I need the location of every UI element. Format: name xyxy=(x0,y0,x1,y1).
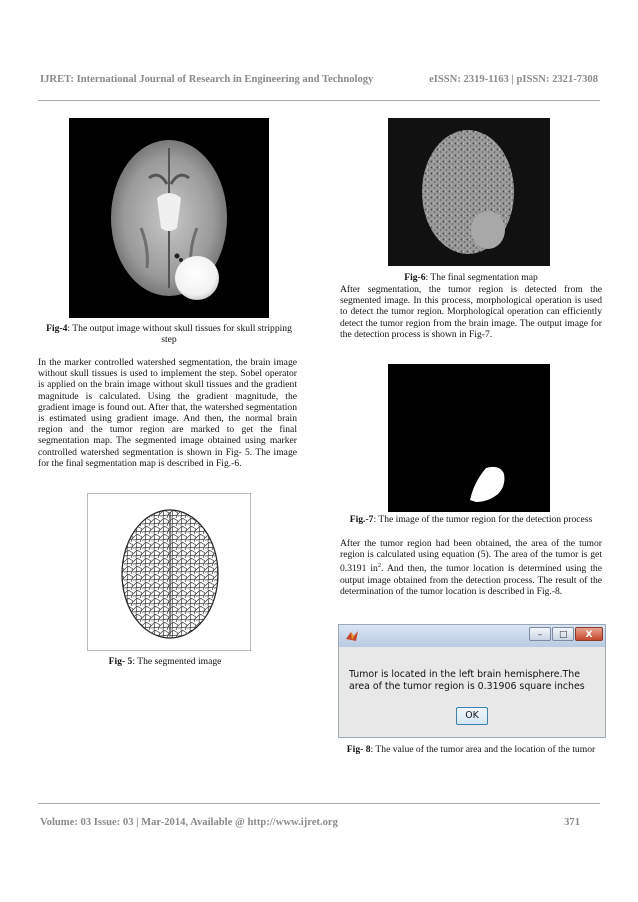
fig4-label: Fig-4 xyxy=(46,323,68,334)
fig5-image xyxy=(87,493,251,651)
fig7-image xyxy=(388,364,550,512)
right-paragraph-2-pre: After the tumor region had been obtained, the area of the tumor region is calculated using equation (5). The area of the tumor is get 0.3191 in xyxy=(340,538,602,575)
maximize-button[interactable]: □ xyxy=(552,627,574,641)
issn: eISSN: 2319-1163 | pISSN: 2321-7308 xyxy=(429,74,598,85)
matlab-icon xyxy=(345,629,359,643)
volume-info: Volume: 03 Issue: 03 | Mar-2014, Available @ http://www.ijret.org xyxy=(40,817,338,828)
fig6-caption-text: : The final segmentation map xyxy=(425,272,538,283)
fig6-label: Fig-6 xyxy=(404,272,426,283)
fig7-label: Fig.-7 xyxy=(349,514,374,525)
ok-button[interactable]: OK xyxy=(456,707,488,725)
superscript-2: 2 xyxy=(377,562,382,570)
fig4-image xyxy=(69,118,269,318)
fig4-caption-text: : The output image without skull tissues for skull stripping step xyxy=(67,323,292,345)
fig8-caption-text: : The value of the tumor area and the location of the tumor xyxy=(370,744,596,755)
journal-name: IJRET: International Journal of Research in Engineering and Technology xyxy=(40,74,374,85)
fig5-caption xyxy=(40,656,290,667)
fig8-label: Fig- 8 xyxy=(346,744,371,755)
close-button[interactable]: X xyxy=(575,627,603,641)
dialog-title-bar xyxy=(339,625,605,647)
fig6-image xyxy=(388,118,550,266)
dialog-message: Tumor is located in the left brain hemisphere.The area of the tumor region is 0.31906 square inches xyxy=(349,669,585,692)
fig7-caption-text: : The image of the tumor region for the detection process xyxy=(373,514,593,525)
fig7-caption xyxy=(340,514,602,525)
left-paragraph: In the marker controlled watershed segmentation, the brain image without skull tissues is used to implement the step. Sobel operator is applied on the brain image without skull tissues and the gradient magnitude is calculated. Using the gradient magnitude, the gradient image is found out. After that, the watershed segmentation is estimated using gradient image. And then, the normal brain region and the tumor region are marked to get the final segmentation map. The segmented image obtained using marker controlled watershed segmentation is shown in Fig- 5. The image for the final segmentation map is described in Fig.-6. xyxy=(38,357,297,469)
header-rule xyxy=(38,100,600,101)
tumor-result-dialog xyxy=(338,624,606,738)
right-paragraph-2 xyxy=(340,538,602,597)
fig8-caption xyxy=(340,744,602,755)
footer-rule xyxy=(38,803,600,804)
page-number: 371 xyxy=(564,817,580,828)
fig6-caption xyxy=(340,272,602,283)
right-paragraph-1: After segmentation, the tumor region is detected from the segmented image. In this process, morphological operation is used to detect the tumor region. Morphological operation can efficiently detect the tumor region from the brain image. The output image for the detection process is shown in Fig-7. xyxy=(340,284,602,340)
fig4-caption xyxy=(44,323,294,345)
right-paragraph-2-post: . And then, the tumor location is determined using the output image obtained from the detection process. The result of the determination of the tumor location is described in Fig.-8. xyxy=(340,563,602,597)
minimize-button[interactable]: – xyxy=(529,627,551,641)
fig5-label: Fig- 5 xyxy=(108,656,133,667)
fig5-caption-text: : The segmented image xyxy=(132,656,222,667)
